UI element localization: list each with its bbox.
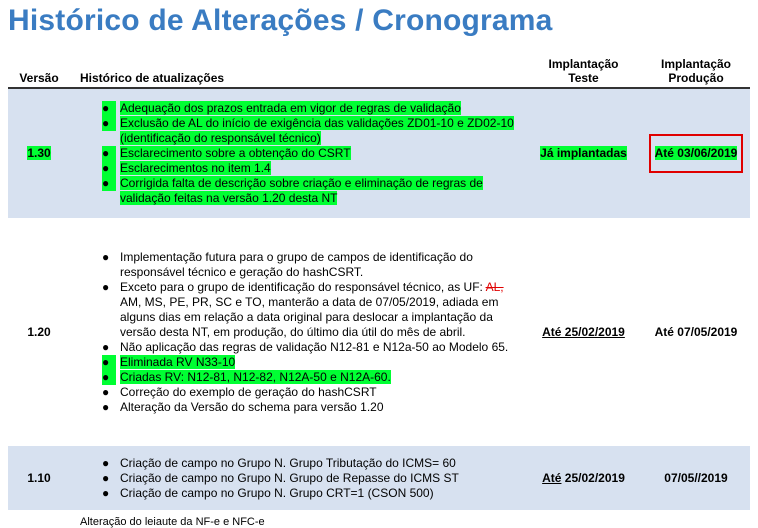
teste-value: Já implantadas [540,146,627,160]
version-label: 1.10 [27,470,51,485]
bullet-icon: ● [102,399,110,414]
list-item: ● Não aplicação das regras de validação N12-81 e N12a-50 ao Modelo 65. [102,339,509,354]
teste-cell [525,88,642,218]
bullet-icon: ● [102,101,116,116]
bullet-icon: ● [102,116,116,131]
version-cell [8,88,70,218]
header-historico: Histórico de atualizações [70,55,525,88]
page-title: Histórico de Alterações / Cronograma [8,4,553,37]
table-row-1-10 [8,446,750,510]
bullet-icon: ● [102,146,116,161]
list-item: ● Corrigida falta de descrição sobre criação e eliminação de regras de validação feitas na versão 1.20 desta NT [102,176,483,205]
table-row-1-20 [8,218,750,446]
bullet-icon: ● [102,470,110,485]
table-row-1-30 [8,88,750,218]
version-label: 1.20 [27,324,51,339]
list-item: ● Esclarecimento sobre a obtenção do CSRT [102,146,351,160]
history-list [70,456,525,501]
history-list [70,101,525,206]
teste-cell [525,446,642,510]
history-cell [70,446,525,510]
bullet-icon: ● [102,455,110,470]
list-item: ● Criação de campo no Grupo N. Grupo CRT=1 (CSON 500) [102,485,434,500]
producao-value: 07/05//2019 [664,470,728,485]
bullet-icon: ● [102,279,110,294]
history-cell [70,218,525,446]
list-item: ● Esclarecimentos no item 1.4 [102,161,271,175]
bullet-icon: ● [102,370,116,385]
table-header-row [8,55,750,88]
footer-cut-text: Alteração do leiaute da NF-e e NFC-e [80,516,265,528]
bullet-icon: ● [102,355,116,370]
producao-cell [642,88,750,218]
history-table [8,55,750,510]
history-list [70,250,525,415]
producao-cell [642,218,750,446]
producao-value: Até 07/05/2019 [654,324,738,339]
bullet-icon: ● [102,485,110,500]
bullet-icon: ● [102,384,110,399]
producao-value: Até 03/06/2019 [654,146,738,160]
list-item: ● Adequação dos prazos entrada em vigor de regras de validação [102,101,461,115]
bullet-icon: ● [102,249,110,264]
teste-value: Até 25/02/2019 [542,324,625,339]
list-item: ● Criação de campo no Grupo N. Grupo de Repasse do ICMS ST [102,470,459,485]
header-teste-line1: Implantação [548,57,619,71]
header-prod-line1: Implantação [660,57,732,71]
header-implantacao-teste [525,55,642,88]
teste-prefix: Até [542,470,562,485]
producao-cell [642,446,750,510]
teste-cell [525,218,642,446]
teste-date: 25/02/2019 [561,470,625,485]
list-item: ● Correção do exemplo de geração do hashCSRT [102,384,377,399]
list-item: ● Alteração da Versão do schema para versão 1.20 [102,399,384,414]
version-cell [8,446,70,510]
version-label: 1.30 [27,146,51,160]
producao-highlight-box [649,134,744,173]
header-prod-line2: Produção [668,71,724,85]
struck-text: AL, [485,279,504,294]
list-item: ● Exceto para o grupo de identificação do responsável técnico, as UF: AL, AM, MS, PE, PR, SC e TO, manterão a data de 07/05/2019, adiada em alguns dias em relação a data original para deslocar a implantação da versão desta NT, em produção, do último dia útil do mês de abril. [102,279,504,339]
list-item: ● Exclusão de AL do início de exigência das validações ZD01-10 e ZD02-10 (identificação do responsável técnico) [102,116,514,145]
history-cell [70,88,525,218]
bullet-icon: ● [102,161,116,176]
bullet-icon: ● [102,176,116,191]
version-cell [8,218,70,446]
header-implantacao-producao [642,55,750,88]
list-item: ● Implementação futura para o grupo de campos de identificação do responsável técnico e geração do hashCSRT. [102,249,473,279]
list-item: ● Criação de campo no Grupo N. Grupo Tributação do ICMS= 60 [102,455,456,470]
header-teste-line2: Teste [568,71,599,85]
bullet-icon: ● [102,339,110,354]
list-item: ● Eliminada RV N33-10 [102,354,236,369]
header-versao: Versão [8,55,70,88]
list-item: ● Criadas RV: N12-81, N12-82, N12A-50 e N12A-60. [102,369,391,384]
